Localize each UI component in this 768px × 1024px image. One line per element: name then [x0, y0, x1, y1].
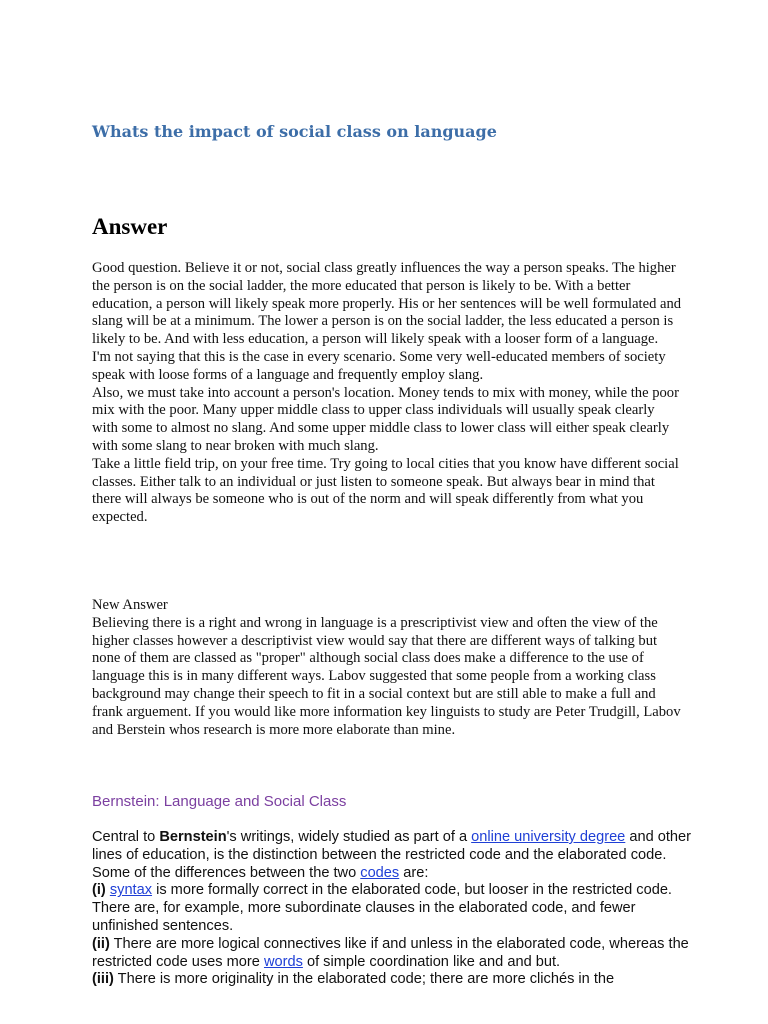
words-link[interactable]: words [263, 953, 303, 970]
intro-text: 's writings, widely studied as part of a [226, 829, 472, 845]
question-title: Whats the impact of social class on language [92, 122, 497, 141]
online-university-degree-link[interactable]: online university degree [471, 829, 626, 845]
point-text: is more formally correct in the elaborated code, but looser in the restricted code. There are, for example, more subordinate clauses in the elaborated code, and fewer unfinished sentences. [92, 882, 672, 934]
new-answer-section [92, 597, 682, 739]
point-item [92, 971, 692, 989]
intro-text: are: [399, 864, 429, 881]
point-text: There is more originality in the elaborated code; there are more clichés in the [113, 971, 615, 988]
answer-paragraph: I'm not saying that this is the case in every scenario. Some very well-educated members of society speak with loose forms of a language and frequently employ slang. [92, 348, 666, 383]
answer-heading: Answer [92, 214, 168, 239]
answer-paragraph: Take a little field trip, on your free time. Try going to local cities that you know have different social classes. Either talk to an individual or just listen to someone speak. But always bear in mind that there will always be someone who is out of the norm and will speak differently from what you expected. [92, 455, 679, 526]
bernstein-body [92, 829, 692, 989]
bernstein-section-title: Bernstein: Language and Social Class [92, 793, 347, 810]
point-item [92, 882, 692, 935]
new-answer-text: Believing there is a right and wrong in language is a prescriptivist view and often the view of the higher classes however a descriptivist view would say that there are different ways of talking but none of them are classed as "proper" although social class does make a difference to the use of language this is in many different ways. Labov suggested that some people from a working class background may change their speech to fit in a social context but are still able to make a full and frank arguement. If you would like more information key linguists to study are Peter Trudgill, Labov and Berstein whos research is more more elaborate than mine. [92, 614, 681, 738]
syntax-link[interactable]: syntax [109, 882, 153, 899]
intro-text: Central to [92, 829, 160, 845]
point-item [92, 936, 692, 972]
codes-link[interactable]: codes [360, 864, 400, 881]
answer-paragraph: Also, we must take into account a person's location. Money tends to mix with money, while the poor mix with the poor. Many upper middle class to upper class individuals will usually speak clearly with some to almost no slang. And some upper middle class to lower class will either speak clearly with some slang to near broken with much slang. [92, 384, 679, 454]
bernstein-name: Bernstein [159, 829, 227, 845]
point-number: (iii) [92, 971, 114, 988]
point-number: (ii) [92, 935, 110, 952]
point-number: (i) [92, 882, 106, 899]
answer-paragraph: Good question. Believe it or not, social class greatly influences the way a person speaks. The higher the person is on the social ladder, the more educated that person is likely to be. With a better education, a person will likely speak more properly. His or her sentences will be well formulated and slang will be at a minimum. The lower a person is on the social ladder, the less educated a person is likely to be. And with less education, a person will likely speak with a looser form of a language. [92, 260, 682, 348]
answer-body [92, 260, 682, 527]
bernstein-intro [92, 829, 692, 882]
new-answer-label: New Answer [92, 597, 168, 613]
point-text: There are more logical connectives like if and unless in the elaborated code, whereas the restricted code uses more [92, 935, 689, 970]
intro-text: and other lines of education, is the distinction between the restricted code and the elaborated code. Some of the differences between the two [92, 829, 692, 881]
point-text: of simple coordination like and and but. [302, 953, 561, 970]
